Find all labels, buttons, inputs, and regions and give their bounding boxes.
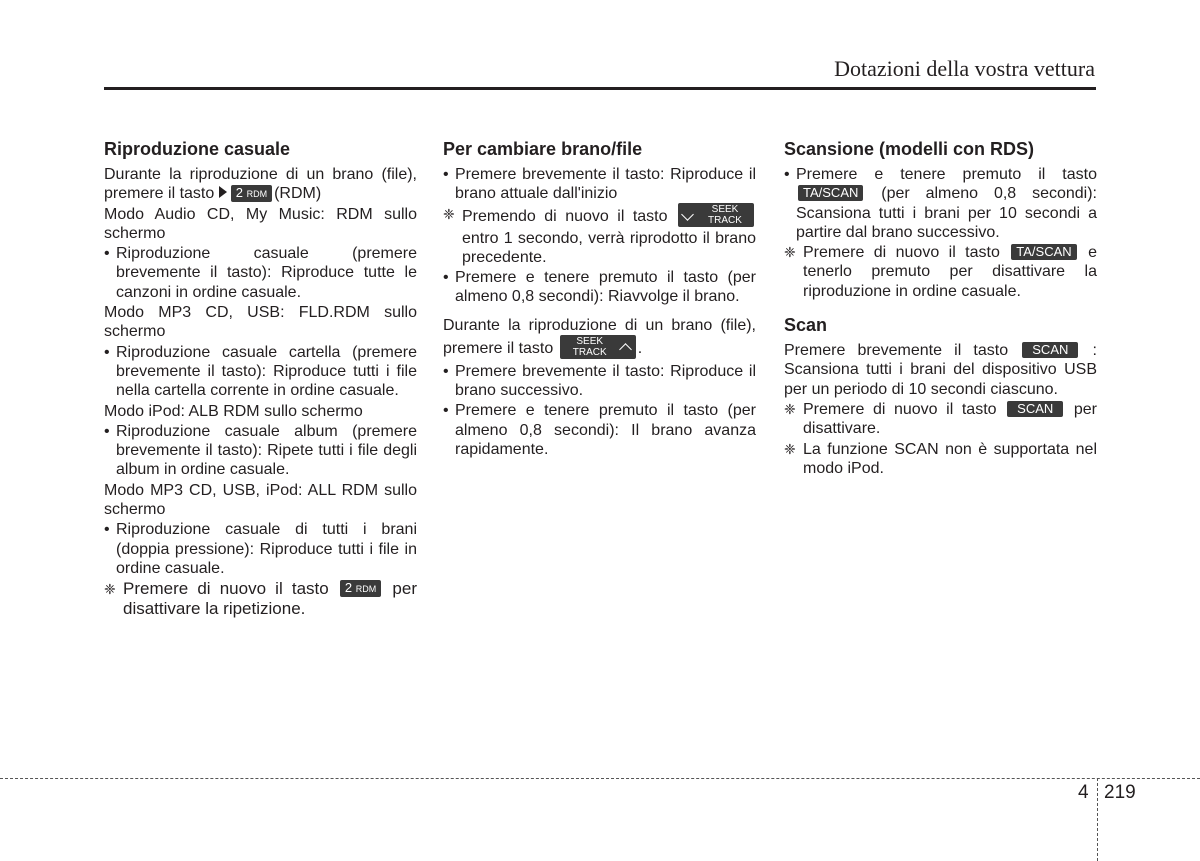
rdm-button-label: RDM xyxy=(355,584,377,595)
note-text-end: per disattivare. xyxy=(803,400,1097,438)
bullet-random-playback: • Riproduzione casuale (premere brevemente il tasto): Riproduce tutte le canzoni in ordine casuale. xyxy=(104,244,417,302)
footer-dashed-rule xyxy=(0,778,1200,779)
paragraph-mp3-usb-mode: Modo MP3 CD, USB: FLD.RDM sullo schermo xyxy=(104,304,417,341)
chapter-number: 4 xyxy=(1078,782,1089,803)
seek-label: SEEK xyxy=(576,335,604,347)
bullet-folder-random: • Riproduzione casuale cartella (premere brevemente il tasto): Riproduce tutti i file nella cartella corrente in ordine casuale. xyxy=(104,343,417,401)
bullet-next-track: • Premere brevemente il tasto: Riproduce il brano successivo. xyxy=(443,362,756,401)
scan-button: SCAN xyxy=(1022,342,1078,358)
seek-track-up-button xyxy=(560,335,636,359)
paragraph-intro xyxy=(104,165,417,204)
note-disable-repeat xyxy=(104,579,417,619)
track-label: TRACK xyxy=(572,346,607,358)
note-text: Premendo di nuovo il tasto xyxy=(462,207,668,225)
note-text: Premere di nuovo il tasto xyxy=(123,579,329,599)
note-text-end: e tenerlo premuto per disattivare la riproduzione in ordine casuale. xyxy=(803,244,1097,300)
heading-change-track: Per cambiare brano/file xyxy=(443,139,643,159)
rdm-button-label: RDM xyxy=(246,188,268,199)
column-random-playback xyxy=(104,138,417,620)
note-scan-ipod: ❈ La funzione SCAN non è supportata nel modo iPod. xyxy=(784,440,1097,479)
bullet-fast-forward: • Premere e tenere premuto il tasto (per almeno 0,8 secondi): Il brano avanza rapidamente. xyxy=(443,401,756,459)
paragraph-audio-cd-mode: Modo Audio CD, My Music: RDM sullo schermo xyxy=(104,205,417,242)
rdm-button-number: 2 xyxy=(235,184,243,200)
bullet-restart-track: • Premere brevemente il tasto: Riproduce il brano attuale dall'inizio xyxy=(443,165,756,204)
note-text-end: entro 1 secondo, verrà riprodotto il brano precedente. xyxy=(462,229,756,266)
paragraph-scan xyxy=(784,341,1097,399)
note-text-end: per disattivare la ripetizione. xyxy=(123,579,417,619)
heading-scan-rds: Scansione (modelli con RDS) xyxy=(784,139,1035,159)
intro-text-end: (RDM) xyxy=(274,185,322,203)
paragraph-ipod-mode: Modo iPod: ALB RDM sullo schermo xyxy=(104,402,363,420)
ta-scan-button: TA/SCAN xyxy=(1011,244,1076,260)
paragraph-text-end: : Scansiona tutti i brani del dispositivo USB per un periodo di 10 secondi ciascuno. xyxy=(784,342,1097,398)
bullet-all-random: • Riproduzione casuale di tutti i brani (doppia pressione): Riproduce tutti i file in ordine casuale. xyxy=(104,520,417,578)
paragraph-next-track xyxy=(443,315,756,361)
intro-text: Durante la riproduzione di un brano (file), premere il tasto xyxy=(104,166,417,203)
header-rule xyxy=(104,87,1096,90)
heading-random-playback: Riproduzione casuale xyxy=(104,139,291,159)
rdm-button xyxy=(231,185,272,202)
bullet-rewind: • Premere e tenere premuto il tasto (per almeno 0,8 secondi): Riavvolge il brano. xyxy=(443,268,756,307)
rdm-button-number: 2 xyxy=(344,580,353,596)
paragraph-all-rdm-mode: Modo MP3 CD, USB, iPod: ALL RDM sullo schermo xyxy=(104,481,417,519)
bullet-scan-hold xyxy=(784,165,1097,242)
note-text: Premere di nuovo il tasto xyxy=(803,400,997,418)
paragraph-text-end: . xyxy=(637,340,643,358)
column-scan xyxy=(784,138,1097,479)
footer-vertical-dashed-rule xyxy=(1097,778,1098,861)
seek-track-down-button xyxy=(678,203,754,227)
page-header-title: Dotazioni della vostra vettura xyxy=(834,56,1095,81)
rdm-button xyxy=(340,580,381,597)
seek-label: SEEK xyxy=(711,203,739,215)
note-disable-scan xyxy=(784,243,1097,301)
note-previous-track xyxy=(443,205,756,268)
seek-track-label xyxy=(564,336,616,358)
paragraph-text: Premere brevemente il tasto xyxy=(784,342,1009,360)
chevron-down-icon xyxy=(681,208,694,221)
chevron-up-icon xyxy=(619,343,632,356)
heading-scan: Scan xyxy=(784,315,828,336)
play-triangle-icon xyxy=(219,186,227,198)
paragraph-text: Durante la riproduzione di un brano (file), premere il tasto xyxy=(443,316,756,358)
bullet-text: Premere e tenere premuto il tasto xyxy=(796,166,1097,183)
track-label: TRACK xyxy=(708,214,742,226)
note-text: Premere di nuovo il tasto xyxy=(803,244,1000,262)
page-number: 219 xyxy=(1104,782,1136,803)
seek-track-label xyxy=(700,204,750,226)
bullet-album-random: • Riproduzione casuale album (premere brevemente il tasto): Ripete tutti i file degli album in ordine casuale. xyxy=(104,422,417,480)
note-disable-scan-usb xyxy=(784,400,1097,439)
column-change-track xyxy=(443,138,756,460)
bullet-text-end: (per almeno 0,8 secondi): Scansiona tutti i brani per 10 secondi a partire dal brano successivo. xyxy=(796,185,1097,241)
scan-button: SCAN xyxy=(1007,401,1063,417)
ta-scan-button: TA/SCAN xyxy=(798,185,863,201)
